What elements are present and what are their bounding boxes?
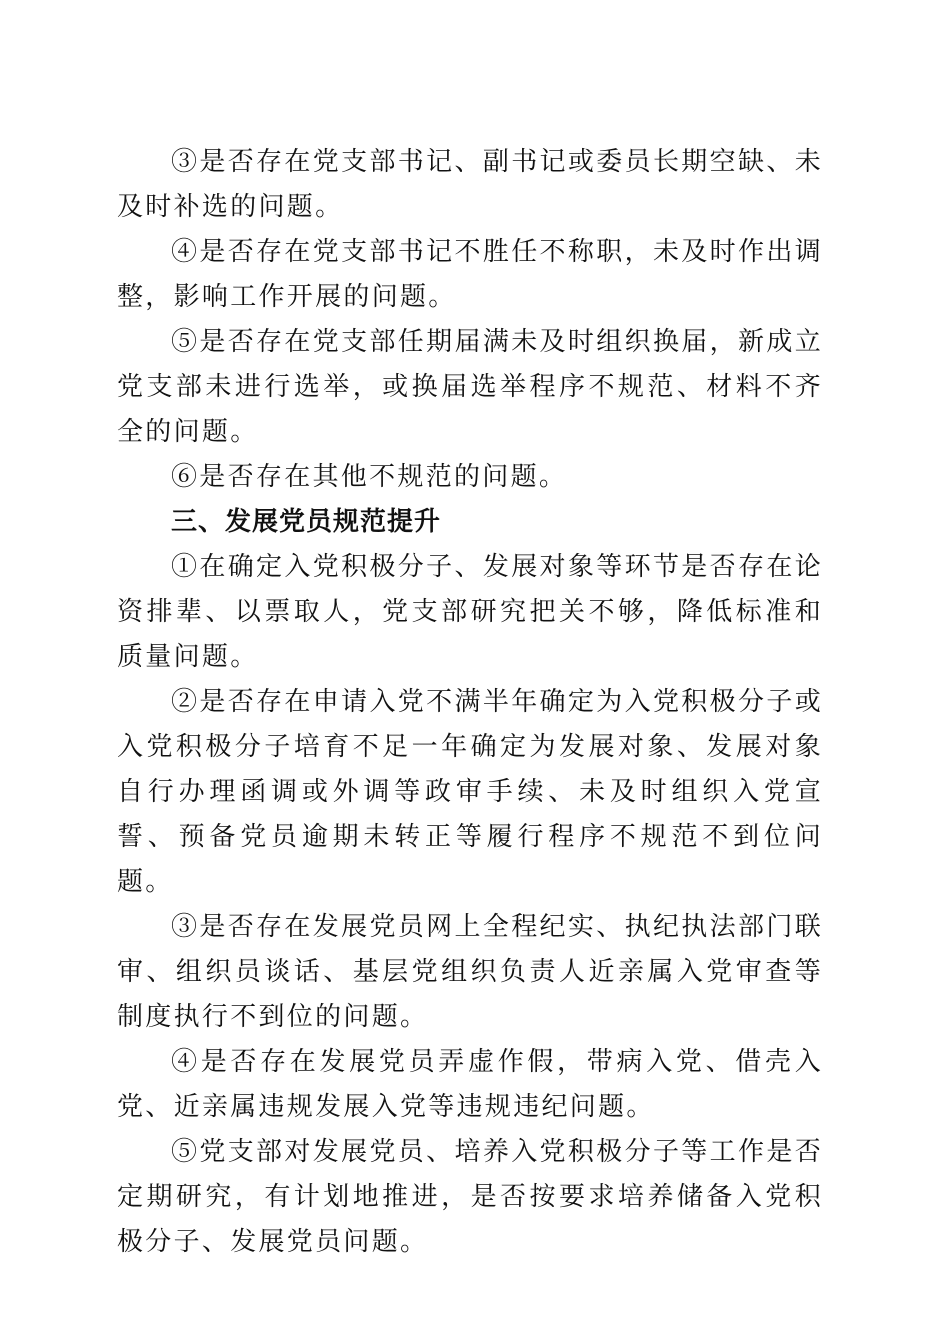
paragraph-item-6: ⑥是否存在其他不规范的问题。 <box>171 462 568 492</box>
section-heading: 三、发展党员规范提升 <box>171 507 442 537</box>
paragraph-party-item-3: ③是否存在发展党员网上全程纪实、执纪执法部门联审、组织员谈话、基层党组织负责人近亲属入党审查等制度执行不到位的问题。 <box>117 912 823 1032</box>
document-body <box>117 140 823 1265</box>
paragraph-item-5: ⑤是否存在党支部任期届满未及时组织换届，新成立党支部未进行选举，或换届选举程序不规范、材料不齐全的问题。 <box>117 327 823 447</box>
paragraph-party-item-1: ①在确定入党积极分子、发展对象等环节是否存在论资排辈、以票取人，党支部研究把关不够，降低标准和质量问题。 <box>117 552 823 672</box>
paragraph-party-item-4: ④是否存在发展党员弄虚作假，带病入党、借壳入党、近亲属违规发展入党等违规违纪问题。 <box>117 1047 823 1122</box>
paragraph-party-item-5: ⑤党支部对发展党员、培养入党积极分子等工作是否定期研究，有计划地推进，是否按要求培养储备入党积极分子、发展党员问题。 <box>117 1137 823 1257</box>
paragraph-party-item-2: ②是否存在申请入党不满半年确定为入党积极分子或入党积极分子培育不足一年确定为发展对象、发展对象自行办理函调或外调等政审手续、未及时组织入党宣誓、预备党员逾期未转正等履行程序不规范不到位问题。 <box>117 687 823 897</box>
paragraph-item-4: ④是否存在党支部书记不胜任不称职，未及时作出调整，影响工作开展的问题。 <box>117 237 823 312</box>
paragraph-item-3: ③是否存在党支部书记、副书记或委员长期空缺、未及时补选的问题。 <box>117 147 823 222</box>
